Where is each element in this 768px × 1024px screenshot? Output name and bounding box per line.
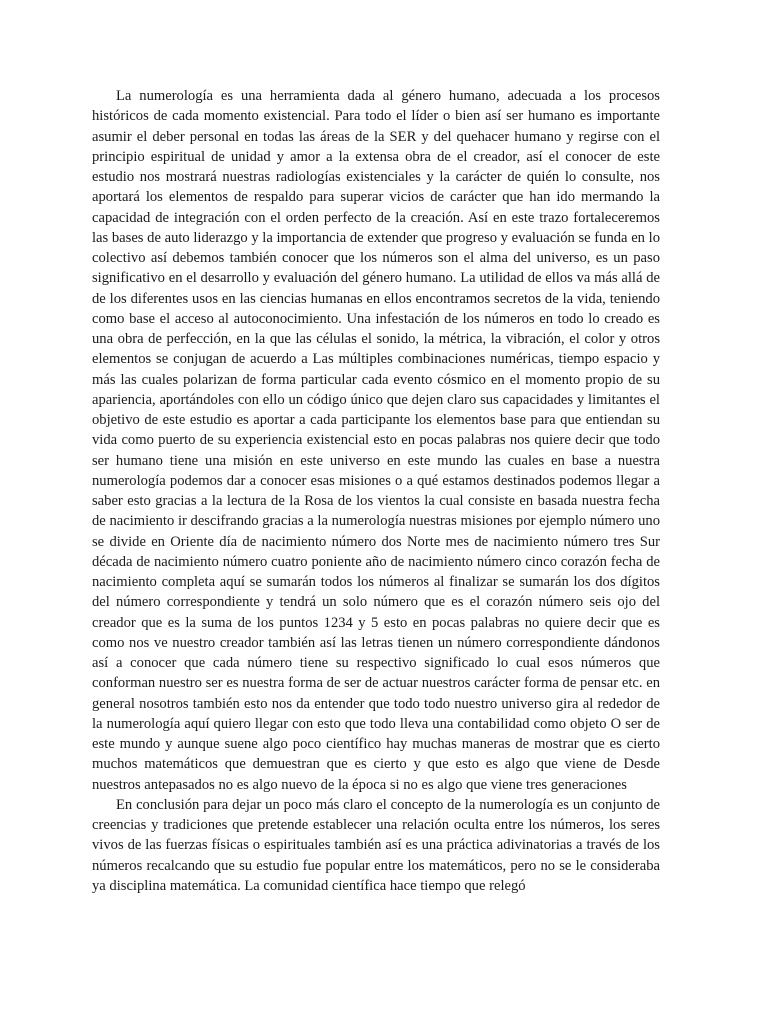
paragraph-2: En conclusión para dejar un poco más claro el concepto de la numerología es un conjunto de creencias y tradiciones que pretende establecer una relación oculta entre los números, los seres vivos de las fuerzas físicas o espirituales también así es una práctica adivinatorias a través de los números recalcando que su estudio fue popular entre los matemáticos, pero no se le consideraba ya disciplina matemática. La comunidad científica hace tiempo que relegó: [92, 796, 660, 894]
paragraph-1: La numerología es una herramienta dada al género humano, adecuada a los procesos históricos de cada momento existencial. Para todo el líder o bien así ser humano es importante asumir el deber personal en todas las áreas de la SER y del quehacer humano y regirse con el principio espiritual de unidad y amor a la extensa obra de el creador, así el conocer de este estudio nos mostrará nuestras radiologías existenciales y la carácter de quién lo consulte, nos aportará los elementos de respaldo para superar vicios de carácter que han ido mermando la capacidad de integración con el orden perfecto de la creación. Así en este trazo fortaleceremos las bases de auto liderazgo y la importancia de extender que progreso y evaluación se funda en lo colectivo así debemos también conocer que los números son el alma del universo, es un paso significativo en el desarrollo y evaluación del género humano. La utilidad de ellos va más allá de de los diferentes usos en las ciencias humanas en ellos encontramos secretos de la vida, teniendo como base el acceso al autoconocimiento. Una infestación de los números en todo lo creado es una obra de perfección, en la que las células el sonido, la métrica, la vibración, el color y otros elementos se conjugan de acuerdo a Las múltiples combinaciones numéricas, tiempo espacio y más las cuales polarizan de forma particular cada evento cósmico en el momento propio de su apariencia, aportándoles con ello un código único que dejen claro sus capacidades y limitantes el objetivo de este estudio es aportar a cada participante los elementos base para que entiendan su vida como puerto de su experiencia existencial esto en pocas palabras nos quiere decir que todo ser humano tiene una misión en este universo en este mundo las cuales en base a nuestra numerología podemos dar a conocer esas misiones o a qué estamos destinados podemos llegar a saber esto gracias a la lectura de la Rosa de los vientos la cual consiste en basada nuestra fecha de nacimiento ir descifrando gracias a la numerología nuestras misiones por ejemplo número uno se divide en Oriente día de nacimiento número dos Norte mes de nacimiento número tres Sur década de nacimiento número cuatro poniente año de nacimiento número cinco corazón fecha de nacimiento completa aquí se sumarán todos los números al finalizar se sumarán los dos dígitos del número correspondiente y tendrá un solo número que es el corazón número seis ojo del creador que es la suma de los puntos 1234 y 5 esto en pocas palabras no quiere decir que es como nos ve nuestro creador también así las letras tienen un número correspondiente dándonos así a conocer que cada número tiene su respectivo significado lo cual esos números que conforman nuestro ser es nuestra forma de ser de actuar nuestros carácter forma de pensar etc. en general nosotros también esto nos da entender que todo todo nuestro universo gira al rededor de la numerología aquí quiero llegar con esto que todo lleva una contabilidad como objeto O ser de este mundo y aunque suene algo poco científico hay muchas maneras de mostrar que es cierto muchos matemáticos que demuestran que es cierto y que esto es algo que viene de Desde nuestros antepasados no es algo nuevo de la época si no es algo que viene tres generaciones: [92, 88, 660, 793]
body-text: [92, 86, 660, 896]
